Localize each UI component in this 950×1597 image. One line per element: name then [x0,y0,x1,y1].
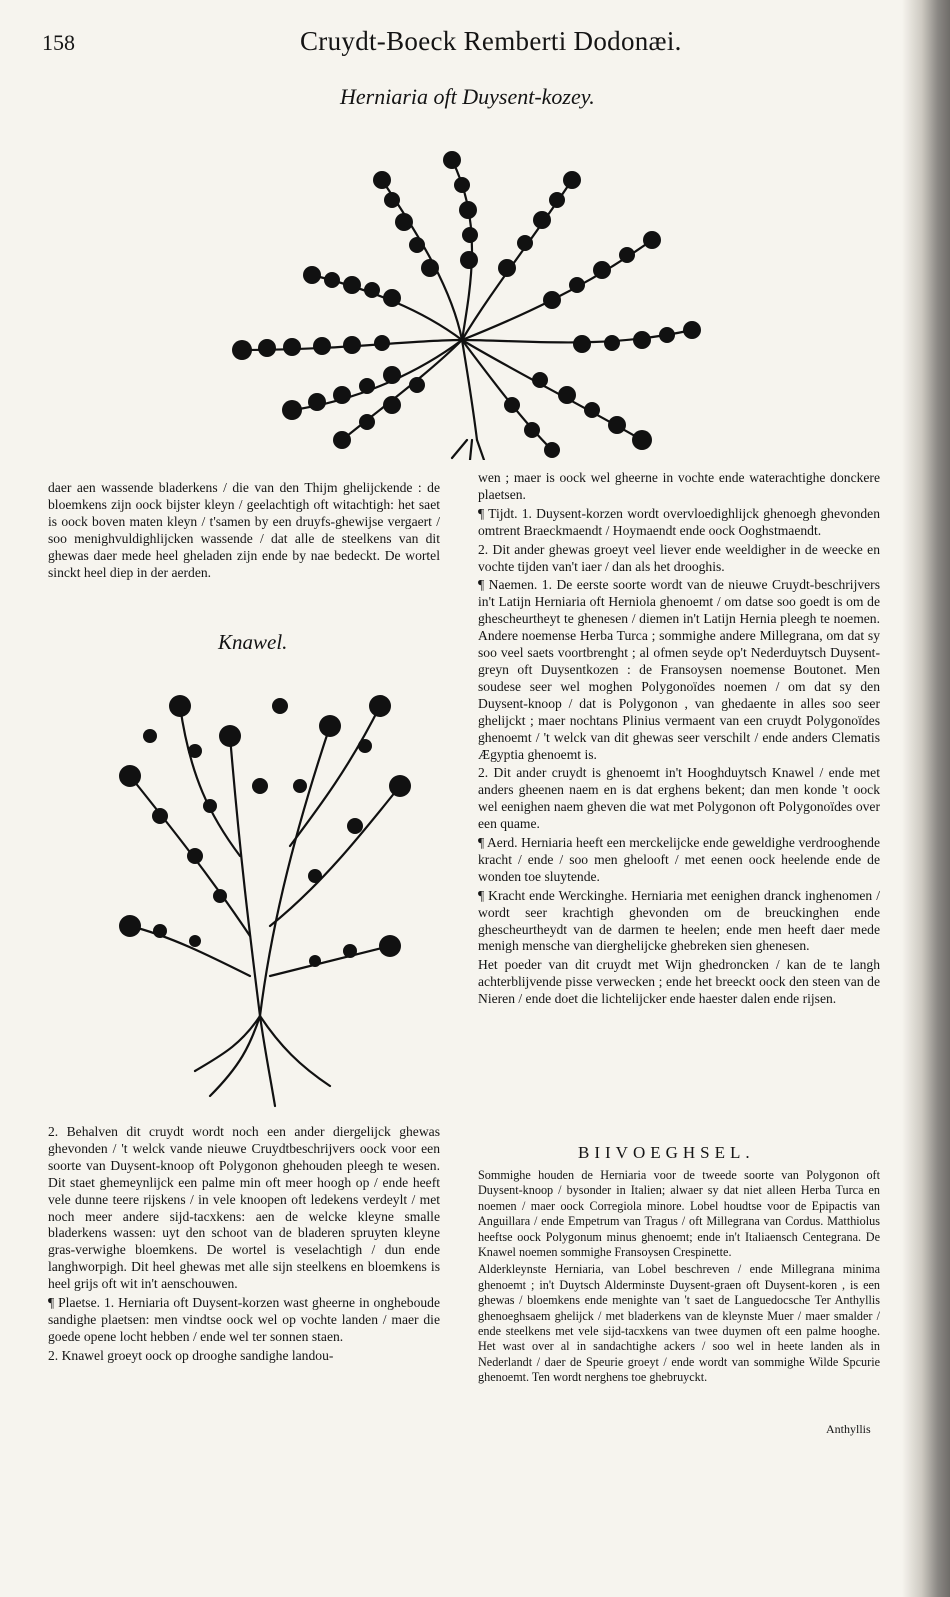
paragraph: ¶ Aerd. Herniaria heeft een merckelijcke ende geweldighe verdrooghende kracht / ende / soo men ghelooft / met eenen oock heelende ende de wonden toe sluytende. [478,835,880,884]
paragraph: ¶ Plaetse. 1. Herniaria oft Duysent-korzen wast gheerne in ongheboude sandighe plaetsen: men vindtse oock wel op vochte landen / maer die goede opene locht hebben / ende wel ter sonnen staen. [48,1295,440,1344]
paragraph: ¶ Tijdt. 1. Duysent-korzen wordt overvloedighlijck ghenoegh ghevonden omtrent Braeckmaendt / Hoymaendt ende oock Ooghstmaendt. [478,505,880,538]
knawel-caption: Knawel. [218,630,288,654]
paragraph: daer aen wassende bladerkens / die van den Thijm ghelijckende : de bloemkens zijn oock bijster kleyn / geelachtigh oft witachtigh: het saet is oock boven maten kleyn / t'samen by een druyfs-ghewijse vergaert / soo menighvuldighlijcken wassende / dat alle de steelkens van dit ghewas daer mede heel gheladen zijn ende by nae bedeckt. De wortel sinckt heel diep in der aerden. [48,480,440,580]
binding-gutter [902,0,950,1597]
right-column-text [478,470,880,1010]
paragraph: ¶ Naemen. 1. De eerste soorte wordt van de nieuwe Cruydt-beschrijvers in't Latijn Herniaria oft Herniola ghenoemt / om datse soo goedt is om de ghescheurtheyt te ghenesen / diemen in't Latijn Hernia pleegh te noemen. Andere noemense Herba Turca ; sommighe andere Millegrana, om dat sy soo veel saets voortbrenght ; al ofmen seyde op't Nederduytsch Duysent-greyn oft Duysentkozen : de Fransoysen noemense Boutonet. Men soudese seer wel moghen Polygonoïdes noemen / om dat sy den Duysent-knoop / dat is Polygonon , van ghedaente in alles soo seer ghelijckt ; maer nochtans Plinius vermaent van een cruydt Polygonoïdes ghenoemt / 't welck van dit ghewas seer verschilt / ende anders Clematis Ægyptia ghenoemt is. [478,577,880,762]
paragraph: Alderkleynste Herniaria, van Lobel beschreven / ende Millegrana minima ghenoemt ; in't Duytsch Alderminste Duysent-graen oft Duysent-koren , is een ghewas / bloemkens ende menighte van 't saet de Languedocsche Ter Anthyllis ghenoeghsaem ghelijck / met bladerkens van de kleynste Muer / maer smalder / ende steelkens met vele sijd-tacxkens van twee duymen oft een palme hooghe. Het wast over al in sandachtighe ackers / soo wel in heete landen als in Nederlandt / daer de Speurie groeyt / ende wordt van sommighe Wilde Spcurie ghenoemt. Ten wordt nerghens toe ghebruyckt. [478,1262,880,1385]
paragraph: 2. Dit ander ghewas groeyt veel liever ende weeldigher in de weecke en vochte tijden van't iaer / dan als het drooghis. [478,541,880,574]
paragraph: Sommighe houden de Herniaria voor de tweede soorte van Polygonon oft Duysent-knoop / bysonder in Italien; alwaer sy dat niet alleen Herba Turca en noemen / maer oock Corregiola minore. Lobel houdtse voor de Epipactis van Anguillara / ende Empetrum van Tragus / oft Millegrana van Cordus. Matthiolus heeftse oock Polygonum minus ghenoemt; ende in't Italiaensch Centegrana. De Knawel noemen sommighe Fransoysen Crespinette. [478,1168,880,1260]
biivoeghsel-text [478,1168,880,1388]
biivoeghsel-heading: BIIVOEGHSEL. [578,1143,755,1162]
herniaria-caption: Herniaria oft Duysent-kozey. [340,84,595,109]
left-column-top-text [48,480,440,583]
paragraph: wen ; maer is oock wel gheerne in vochte ende waterachtighe donckere plaetsen. [478,470,880,502]
paragraph: Het poeder van dit cruydt met Wijn ghedroncken / kan de te langh achterblijvende pisse verwecken ; ende het breeckt oock den steen van de Nieren / ende doet die lichtelijcker ende haester dalen ende rijsen. [478,957,880,1007]
knawel-woodcut-illustration [100,676,420,1116]
left-column-lower-text [48,1124,440,1367]
paragraph: 2. Behalven dit cruydt wordt noch een ander diergelijck ghewas ghevonden / 't welck vande nieuwe Cruydtbeschrijvers oock voor een soorte van Duysent-knoop oft Polygonon ghehouden pleegh te wesen. Dit staet ghemeynlijck een palme min oft meer hoogh op / ende heeft vele dunne teere rijskens / in vele knoopen oft ledekens verdeylt / met noch meer andere sijd-tacxkens: aen de welcke kleyne smalle bladerkens wassen: uyt den schoot van de bladeren spruyten kleyne gras-verwighe bloemkens. De wortel is veselachtigh / dun ende langhworpigh. Dit heel ghewas met alle sijn steelkens en bloemkens is heel grijs oft wit in't aenschouwen. [48,1124,440,1292]
herniaria-woodcut-illustration [222,140,712,460]
page-number: 158 [42,30,75,55]
paragraph: ¶ Kracht ende Werckinghe. Herniaria met eenighen dranck inghenomen / wordt seer krachtigh ghevonden om de breuckinghen ende ghescheurtheydt van de darmen te heelen; ende men heeft daer mede menigh mensche van dierghelijcke ghebreken sien ghenesen. [478,887,880,954]
paragraph: 2. Knawel groeyt oock op drooghe sandighe landou- [48,1347,334,1363]
running-title: Cruydt-Boeck Remberti Dodonæi. [300,26,682,56]
paragraph: 2. Dit ander cruydt is ghenoemt in't Hooghduytsch Knawel / ende met anders gheenen naem en is dat erghens bekent; dan men konde 't oock wel eenighen naem gheven die wat met Polygonon oft Polygonoïdes over een quame. [478,765,880,832]
catchword: Anthyllis [826,1422,871,1436]
